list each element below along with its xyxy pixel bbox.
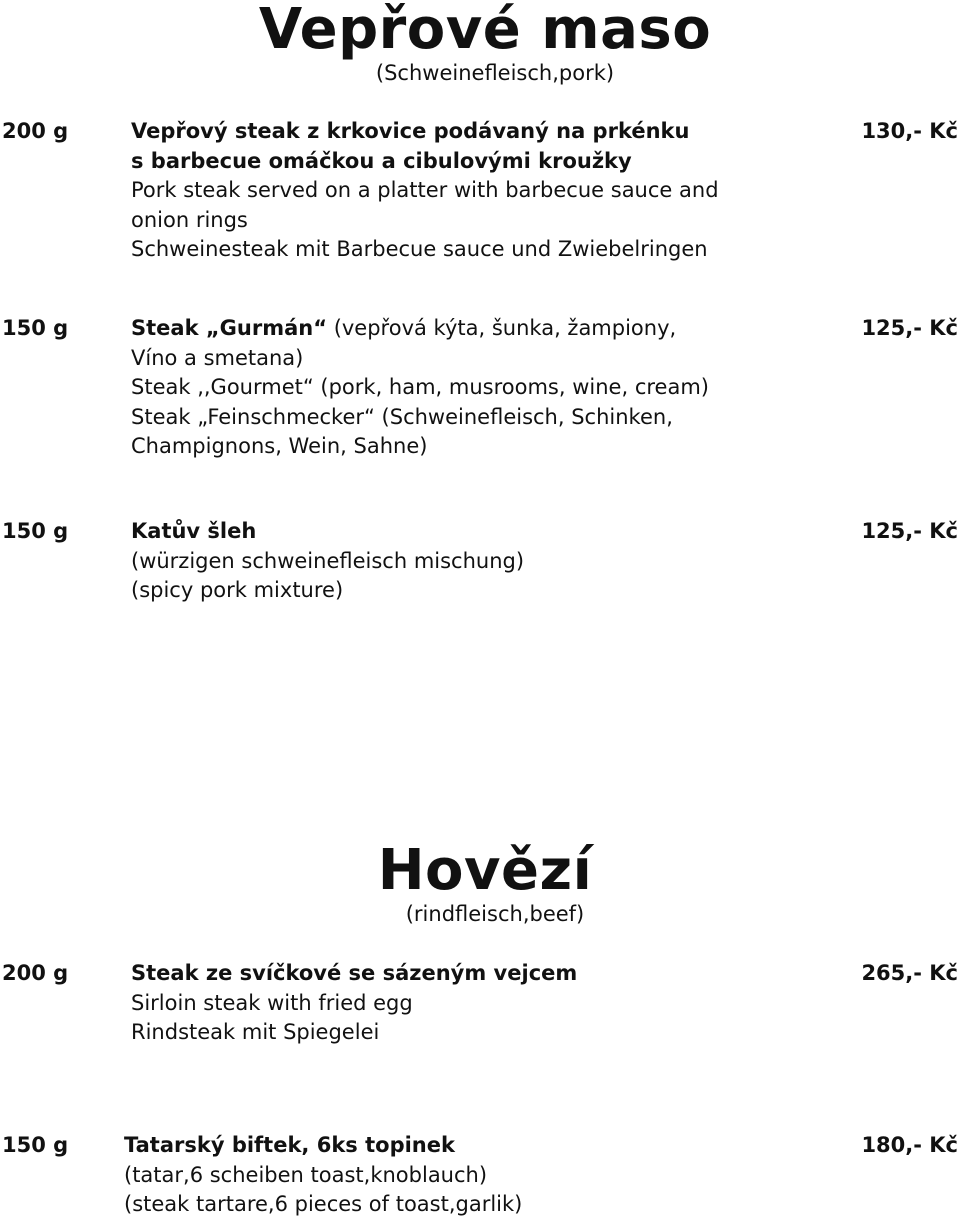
- item-name: Steak „Gurmán“: [131, 316, 328, 340]
- item-name-detail: (vepřová kýta, šunka, žampiony,: [327, 316, 677, 340]
- item-description: [131, 117, 821, 265]
- menu-item-katuv-sleh: [0, 517, 960, 607]
- item-desc-line: Steak „Feinschmecker“ (Schweinefleisch, Schinken,: [131, 404, 673, 429]
- item-desc-line: Champignons, Wein, Sahne): [131, 434, 428, 458]
- item-name-line: Steak ze svíčkové se sázeným vejcem: [131, 961, 578, 985]
- section-title-beef: Hovězí: [377, 838, 593, 903]
- item-desc-line: Víno a smetana): [131, 345, 304, 370]
- item-weight: 150 g: [2, 519, 69, 543]
- item-name-line: Vepřový steak z krkovice podávaný na prkénku: [131, 119, 690, 143]
- item-desc-line: Schweinesteak mit Barbecue sauce und Zwiebelringen: [131, 237, 708, 261]
- section-subtitle-beef: (rindfleisch,beef): [405, 902, 585, 926]
- menu-item-pork-neck-steak: [0, 117, 960, 267]
- item-weight: 150 g: [2, 1133, 69, 1157]
- item-description: [124, 1131, 814, 1220]
- item-desc-line: (spicy pork mixture): [131, 578, 344, 602]
- item-weight: 200 g: [2, 119, 69, 143]
- menu-item-sirloin-steak: [0, 959, 960, 1049]
- item-weight: 200 g: [2, 961, 69, 985]
- item-price: 130,- Kč: [861, 119, 958, 143]
- menu-item-steak-tartare: [0, 1131, 960, 1221]
- item-desc-line: Sirloin steak with fried egg: [131, 990, 413, 1015]
- item-name-line: s barbecue omáčkou a cibulovými kroužky: [131, 148, 632, 173]
- item-name-line: [131, 314, 821, 344]
- item-desc-line: (würzigen schweinefleisch mischung): [131, 548, 525, 573]
- item-price: 125,- Kč: [861, 316, 958, 340]
- item-desc-line: onion rings: [131, 207, 248, 232]
- item-price: 180,- Kč: [861, 1133, 958, 1157]
- item-price: 265,- Kč: [861, 961, 958, 985]
- menu-item-steak-gurman: [0, 314, 960, 464]
- section-subtitle-pork: (Schweinefleisch,pork): [375, 61, 615, 85]
- section-title-pork: Vepřové maso: [258, 0, 712, 62]
- item-description: [131, 959, 821, 1048]
- item-desc-line: (tatar,6 scheiben toast,knoblauch): [124, 1162, 488, 1187]
- item-description: [131, 517, 821, 606]
- item-name-line: Tatarský biftek, 6ks topinek: [124, 1133, 455, 1157]
- item-desc-line: Pork steak served on a platter with barbecue sauce and: [131, 178, 719, 202]
- item-desc-line: Rindsteak mit Spiegelei: [131, 1020, 380, 1044]
- item-description: [131, 314, 821, 462]
- item-desc-line: (steak tartare,6 pieces of toast,garlik): [124, 1192, 523, 1216]
- item-price: 125,- Kč: [861, 519, 958, 543]
- item-name-line: Katův šleh: [131, 519, 257, 543]
- item-desc-line: Steak ,,Gourmet“ (pork, ham, musrooms, wine, cream): [131, 375, 709, 399]
- item-weight: 150 g: [2, 316, 69, 340]
